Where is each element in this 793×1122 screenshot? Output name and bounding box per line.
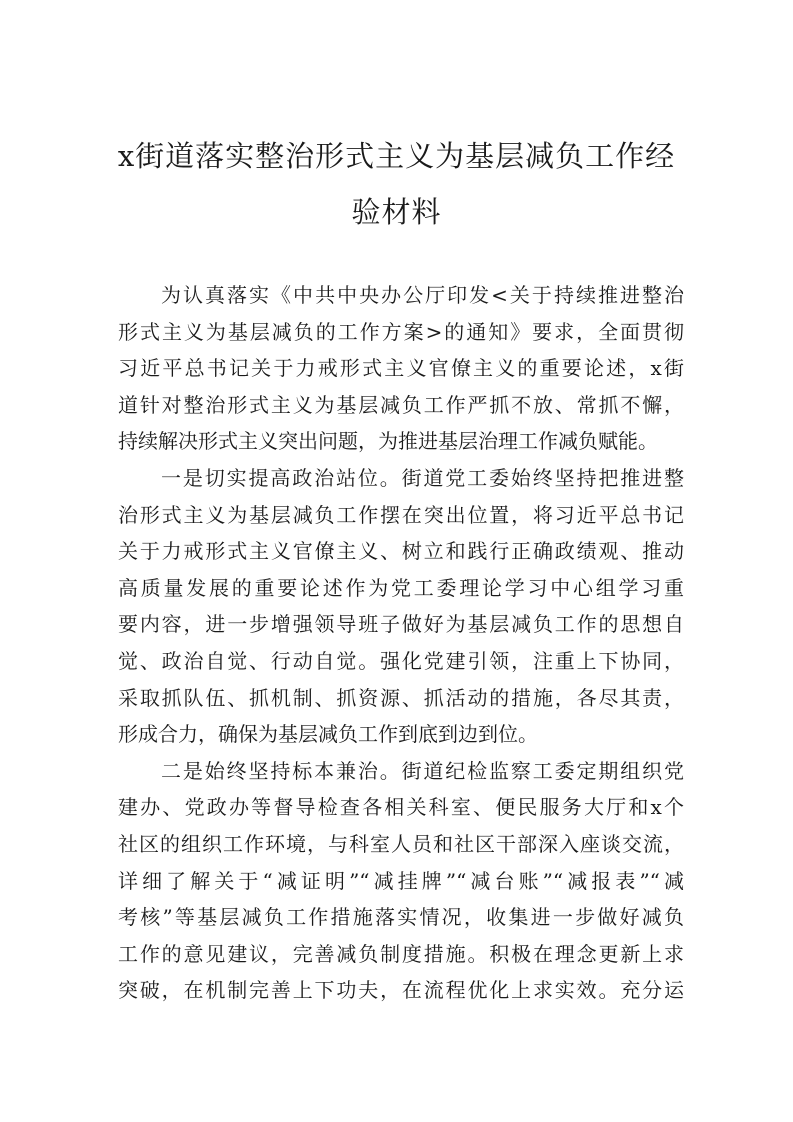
text-line: 为认真落实《中共中央办公厅印发<关于持续推进整治 bbox=[161, 283, 684, 307]
text-line: 习近平总书记关于力戒形式主义官僚主义的重要论述，x街 bbox=[118, 356, 684, 381]
text-line: 持续解决形式主义突出问题，为推进基层治理工作减负赋能。 bbox=[118, 429, 658, 454]
paragraph-intro bbox=[118, 277, 684, 460]
text-line: 社区的组织工作环境，与科室人员和社区干部深入座谈交流， bbox=[118, 831, 684, 856]
paragraph-political-stance bbox=[118, 460, 684, 753]
text-line: 详细了解关于“减证明”“减挂牌”“减台账”“减报表”“减 bbox=[118, 868, 684, 893]
text-line: 要内容，进一步增强领导班子做好为基层减负工作的思想自 bbox=[118, 612, 684, 637]
document-title bbox=[110, 128, 683, 240]
text-line: 形成合力，确保为基层减负工作到底到边到位。 bbox=[118, 722, 538, 747]
text-line: 关于力戒形式主义官僚主义、树立和践行正确政绩观、推动 bbox=[118, 539, 684, 564]
text-line: 采取抓队伍、抓机制、抓资源、抓活动的措施，各尽其责， bbox=[118, 685, 684, 710]
text-line: 觉、政治自觉、行动自觉。强化党建引领，注重上下协同， bbox=[118, 648, 684, 673]
text-line: 道针对整治形式主义为基层减负工作严抓不放、常抓不懈， bbox=[118, 392, 684, 417]
paragraph-root-and-symptom bbox=[118, 753, 684, 1009]
document-body bbox=[118, 277, 684, 1009]
text-line: 治形式主义为基层减负工作摆在突出位置，将习近平总书记 bbox=[118, 502, 684, 527]
title-line-2: 验材料 bbox=[351, 195, 442, 229]
text-line: 一是切实提高政治站位。街道党工委始终坚持把推进整 bbox=[161, 465, 684, 490]
text-line: 考核”等基层减负工作措施落实情况，收集进一步做好减负 bbox=[118, 905, 684, 930]
text-line: 建办、党政办等督导检查各相关科室、便民服务大厅和x个 bbox=[118, 795, 684, 820]
title-line-1: x街道落实整治形式主义为基层减负工作经 bbox=[117, 139, 676, 173]
text-line: 突破，在机制完善上下功夫，在流程优化上求实效。充分运 bbox=[118, 978, 684, 1003]
text-line: 高质量发展的重要论述作为党工委理论学习中心组学习重 bbox=[118, 575, 684, 600]
text-line: 形式主义为基层减负的工作方案>的通知》要求，全面贯彻 bbox=[118, 319, 684, 344]
text-line: 二是始终坚持标本兼治。街道纪检监察工委定期组织党 bbox=[161, 758, 684, 783]
text-line: 工作的意见建议，完善减负制度措施。积极在理念更新上求 bbox=[118, 941, 684, 966]
